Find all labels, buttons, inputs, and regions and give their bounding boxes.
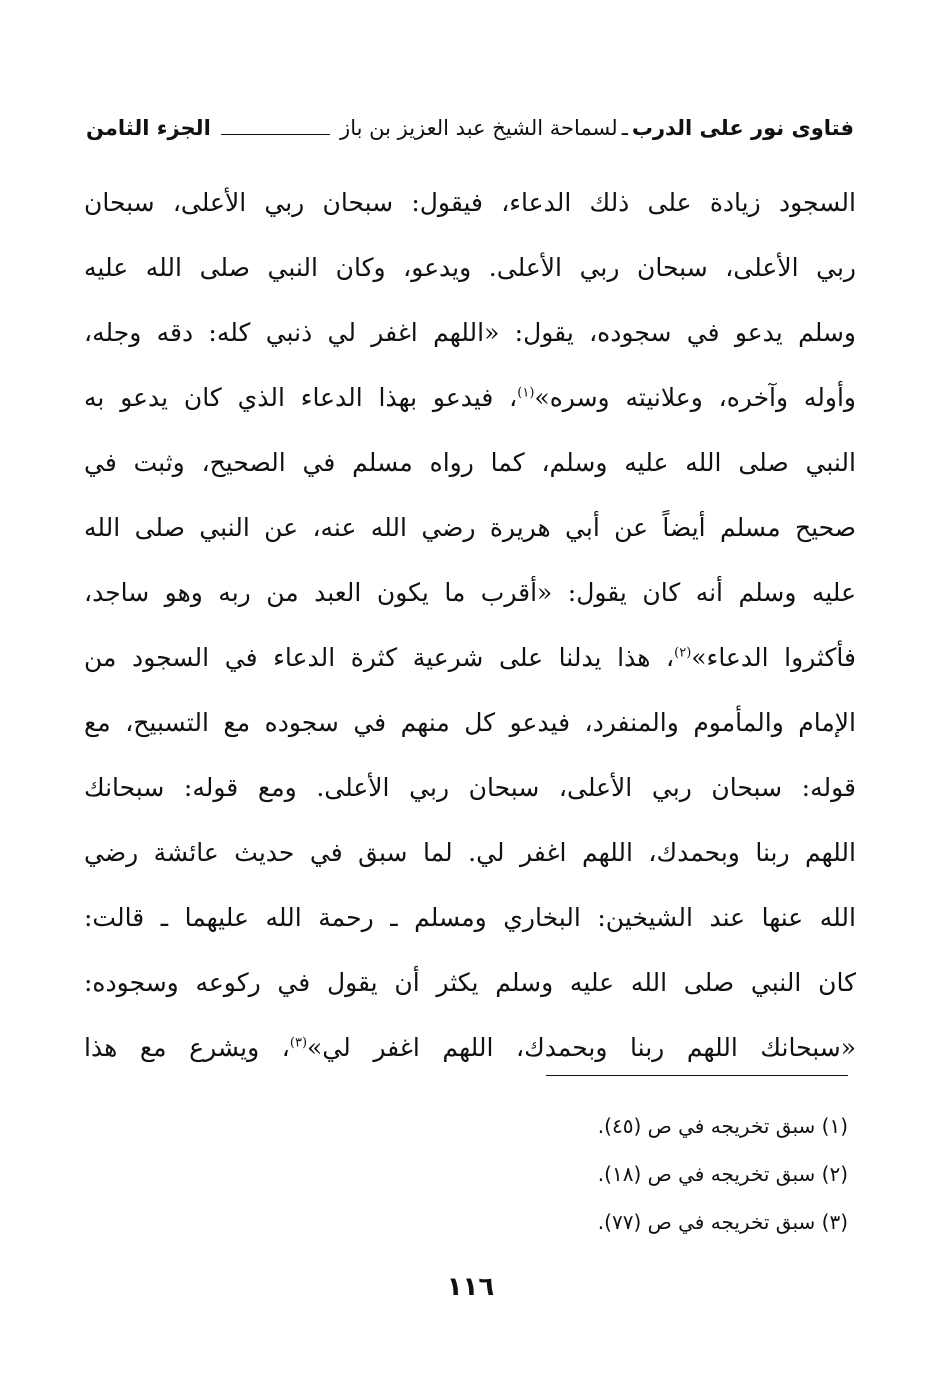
header-author: لسماحة الشيخ عبد العزيز بن باز <box>340 116 618 140</box>
body-line-6: صحيح مسلم أيضاً عن أبي هريرة رضي الله عنه، عن النبي صلى الله <box>84 513 856 542</box>
line-8-rest: ، هذا يدلنا على شرعية كثرة الدعاء في السجود من <box>84 643 675 672</box>
body-line-13: كان النبي صلى الله عليه وسلم يكثر أن يقول في ركوعه وسجوده: <box>84 968 856 997</box>
line-8-quote: فأكثروا الدعاء» <box>691 643 856 672</box>
footnote-3: (٣) سبق تخريجه في ص (٧٧). <box>597 1210 848 1234</box>
body-line-5: النبي صلى الله عليه وسلم، كما رواه مسلم في الصحيح، وثبت في <box>84 448 856 477</box>
footnote-ref-2: (٢) <box>674 645 692 661</box>
line-4-quote: وأوله وآخره، وعلانيته وسره» <box>534 383 856 412</box>
running-header <box>86 108 854 148</box>
header-part: الجزء الثامن <box>86 116 211 140</box>
footnote-ref-3: (٣) <box>289 1035 308 1051</box>
body-line-4 <box>84 365 856 430</box>
body-line-2: ربي الأعلى، سبحان ربي الأعلى. ويدعو، وكان النبي صلى الله عليه <box>84 253 856 282</box>
footnotes <box>300 1102 848 1246</box>
body-text <box>84 170 856 1080</box>
page-number: ١١٦ <box>446 1272 495 1302</box>
header-dash: ـ <box>621 116 628 140</box>
header-book-title: فتاوى نور على الدرب <box>631 116 854 140</box>
footnote-separator <box>546 1075 848 1076</box>
body-line-1: السجود زيادة على ذلك الدعاء، فيقول: سبحان ربي الأعلى، سبحان <box>84 188 856 217</box>
footnote-ref-1: (١) <box>517 385 535 401</box>
body-line-8 <box>84 625 856 690</box>
header-rule <box>221 134 330 135</box>
body-line-10: قوله: سبحان ربي الأعلى، سبحان ربي الأعلى. ومع قوله: سبحانك <box>84 773 856 802</box>
body-line-3: وسلم يدعو في سجوده، يقول: «اللهم اغفر لي ذنبي كله: دقه وجله، <box>84 318 856 347</box>
footnote-1: (١) سبق تخريجه في ص (٤٥). <box>597 1114 848 1138</box>
line-4-rest: ، فيدعو بهذا الدعاء الذي كان يدعو به <box>84 383 518 412</box>
line-14-quote: «سبحانك اللهم ربنا وبحمدك، اللهم اغفر لي» <box>307 1033 856 1062</box>
body-line-7: عليه وسلم أنه كان يقول: «أقرب ما يكون العبد من ربه وهو ساجد، <box>84 578 856 607</box>
line-14-rest: ، ويشرع مع هذا <box>84 1033 290 1062</box>
body-line-9: الإمام والمأموم والمنفرد، فيدعو كل منهم في سجوده مع التسبيح، مع <box>84 708 856 737</box>
body-line-11: اللهم ربنا وبحمدك، اللهم اغفر لي. لما سبق في حديث عائشة رضي <box>84 838 856 867</box>
body-line-12: الله عنها عند الشيخين: البخاري ومسلم ـ رحمة الله عليهما ـ قالت: <box>84 903 856 932</box>
footnote-2: (٢) سبق تخريجه في ص (١٨). <box>597 1162 848 1186</box>
body-line-14 <box>84 1015 856 1080</box>
